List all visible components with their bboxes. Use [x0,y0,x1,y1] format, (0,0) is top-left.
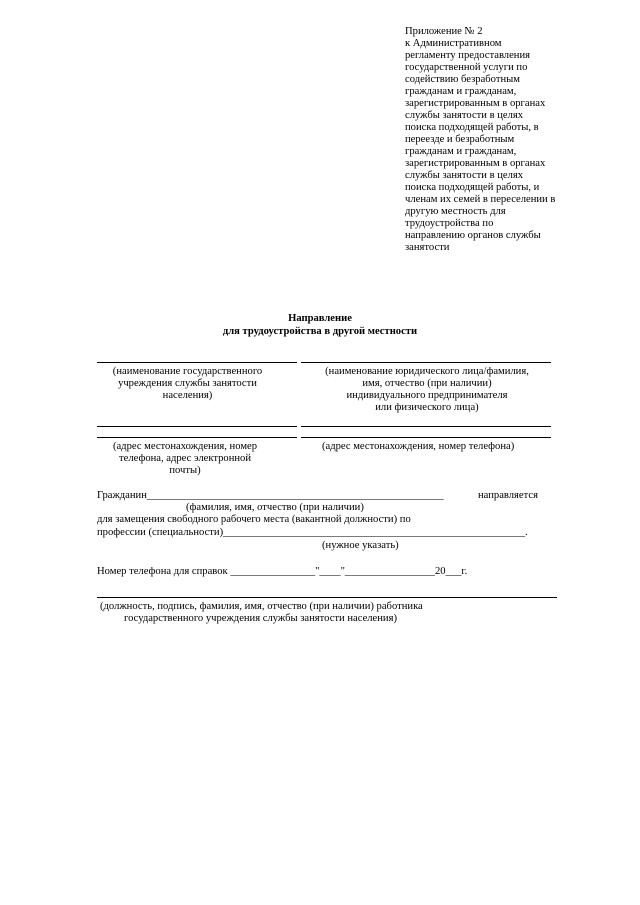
profession-line [97,527,528,539]
phone-line: Номер телефона для справок ________________"____"_________________20___г. [97,566,468,577]
directed-word: направляется [478,490,538,501]
appendix-line: Приложение № 2 [405,26,483,37]
appendix-line: содействию безработным [405,74,520,85]
document-subtitle: для трудоустройства в другой местности [222,326,418,337]
citizen-label: Гражданин [97,490,147,501]
profession-fill: _________________________________________________________. [223,527,528,538]
address-underline-right-1 [301,426,551,427]
institution-underline [97,362,297,363]
appendix-line: членам их семей в переселении в [405,194,556,205]
fio-caption: (фамилия, имя, отчество (при наличии) [186,502,364,513]
vacancy-line: для замещения свободного рабочего места (вакантной должности) по [97,514,411,525]
address-underline-right-2 [301,437,551,438]
appendix-line: другую местность для [405,206,506,217]
appendix-line: занятости [405,242,450,253]
signature-underline [97,597,557,598]
appendix-line: направлению органов службы [405,230,541,241]
signature-caption-2: государственного учреждения службы занятости населения) [124,613,397,624]
address-underline-left-2 [97,437,297,438]
appendix-line: трудоустройства по [405,218,494,229]
employer-caption: (наименование юридического лица/фамилия, имя, отчество (при наличии) индивидуального предпринимателя или физического лица) [325,366,529,413]
appendix-header [405,26,555,254]
appendix-line: гражданам и гражданам, [405,146,517,157]
citizen-line [97,490,444,502]
appendix-line: зарегистрированным в органах [405,158,546,169]
specify-caption: (нужное указать) [322,540,399,551]
address-caption-left: (адрес местонахождения, номер телефона, адрес электронной почты) [112,441,258,476]
appendix-line: поиска подходящей работы, в [405,122,539,133]
institution-caption: (наименование государственного учреждения службы занятости населения) [112,366,263,401]
document-title: Направление [288,313,352,324]
appendix-line: к Административном [405,38,502,49]
employer-underline [301,362,551,363]
profession-label: профессии (специальности) [97,527,224,538]
appendix-line: зарегистрированным в органах [405,98,546,109]
appendix-line: государственной услуги по [405,62,528,73]
appendix-line: регламенту предоставления [405,50,531,61]
appendix-line: поиска подходящей работы, и [405,182,540,193]
appendix-line: переезде и безработным [405,134,515,145]
signature-caption-1: (должность, подпись, фамилия, имя, отчество (при наличии) работника [100,601,423,612]
appendix-line: службы занятости в целях [405,170,524,181]
address-caption-right: (адрес местонахождения, номер телефона) [322,441,515,452]
appendix-line: службы занятости в целях [405,110,524,121]
appendix-line: гражданам и гражданам, [405,86,517,97]
citizen-fill: ________________________________________________________ [146,490,444,501]
address-underline-left-1 [97,426,297,427]
